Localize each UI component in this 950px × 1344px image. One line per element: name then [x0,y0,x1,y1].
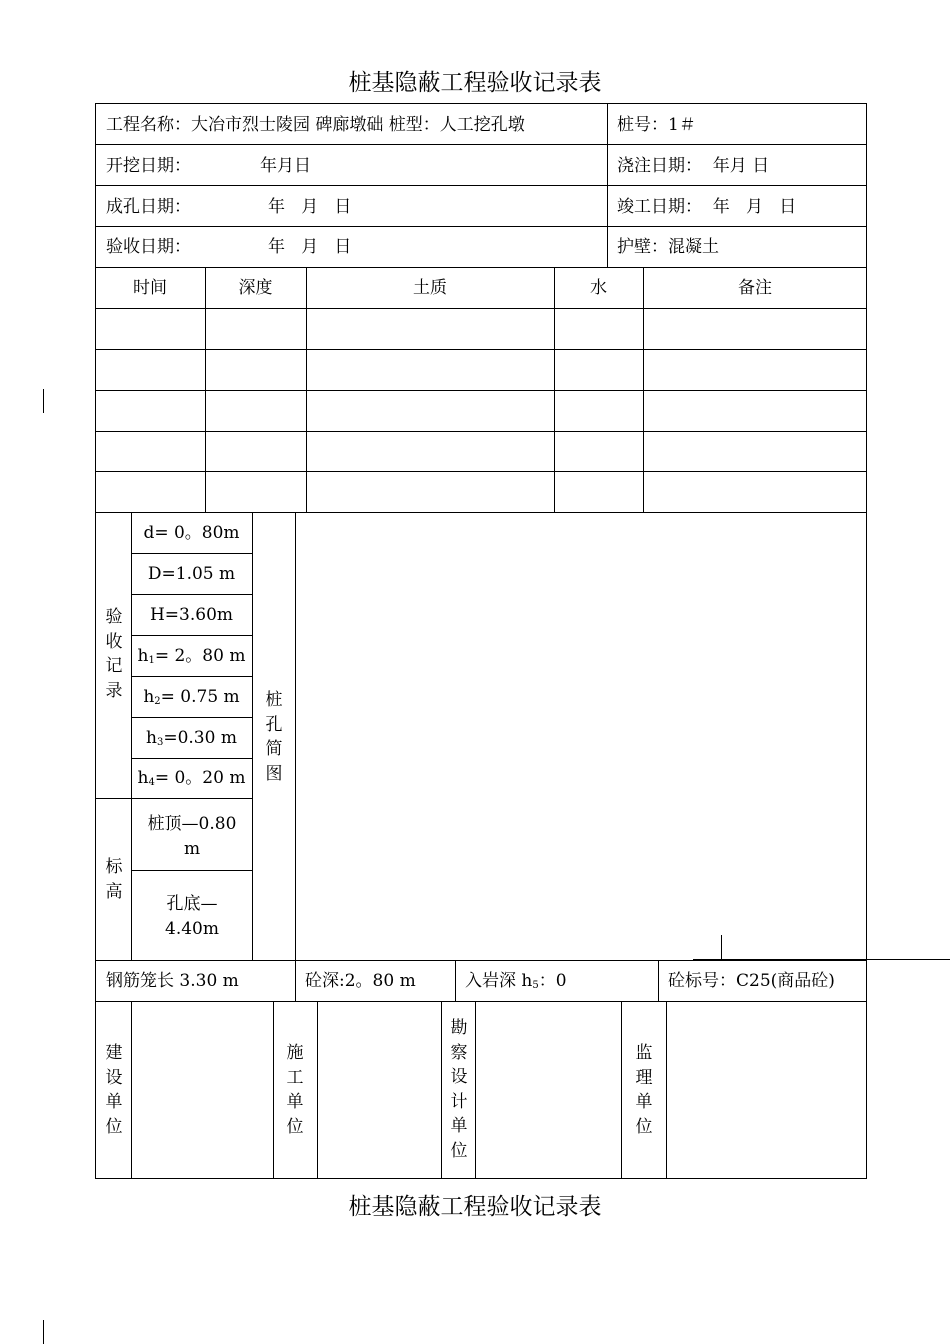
value-h2: $h_2= 0.75$ m [143,687,240,707]
col-depth: 深度 [238,278,273,298]
supervision-unit: 监理单位 [635,1043,653,1137]
col-time: 时间 [133,278,167,298]
accept-date-value: 年 月 日 [268,237,352,257]
footer-title: 桩基隐蔽工程验收记录表 [348,1194,602,1220]
value-h4: $h_4= 0$。20 m [137,768,246,788]
cage-length: 钢筋笼长 3.30 m [106,971,239,991]
accept-date-label: 验收日期： [106,237,191,257]
concrete-depth: 砼深:2。80 m [305,971,416,991]
wall-type: 护壁：混凝土 [617,237,719,257]
finish-date: 竣工日期： 年 月 日 [617,197,797,217]
pile-top-elevation: 桩顶—0.80 m [147,814,237,859]
value-h3: $h_3=0.30$ m [146,728,237,748]
construction-unit: 施工单位 [286,1043,304,1137]
hole-bottom-elevation: 孔底—4.40m [165,894,219,939]
page-title: 桩基隐蔽工程验收记录表 [348,70,602,96]
value-H: H=3.60m [149,605,234,625]
hole-date-value: 年 月 日 [268,197,352,217]
col-remarks: 备注 [738,278,772,298]
acceptance-label: 验收记录 [105,607,123,701]
elevation-label: 标高 [105,857,123,902]
edge-mark [721,935,722,959]
value-h1: $h_1= 2$。80 m [137,646,246,666]
pile-number: 桩号：1＃ [617,115,696,135]
survey-design-unit: 勘察设计单位 [450,1018,468,1161]
col-water: 水 [590,278,607,298]
value-d: d= 0。80m [143,523,240,543]
concrete-grade: 砼标号：C25(商品砼) [668,971,835,991]
pile-sketch-area [296,513,866,960]
pile-sketch-label: 桩孔简图 [265,690,283,784]
dig-date-value: 年月日 [260,156,311,176]
project-name: 工程名称：大冶市烈士陵园 碑廊墩础 桩型：人工挖孔墩 [106,115,525,135]
hole-date-label: 成孔日期： [106,197,191,217]
edge-mark [693,959,950,960]
dig-date-label: 开挖日期： [106,156,191,176]
owner-unit: 建设单位 [105,1043,123,1137]
col-soil: 土质 [413,278,447,298]
pour-date: 浇注日期： 年月 日 [617,156,770,176]
cursor-mark [43,389,44,413]
cursor-mark [43,1320,44,1344]
rock-depth: 入岩深 $h_5$：0 [465,971,567,991]
value-D: D=1.05 m [147,564,236,584]
